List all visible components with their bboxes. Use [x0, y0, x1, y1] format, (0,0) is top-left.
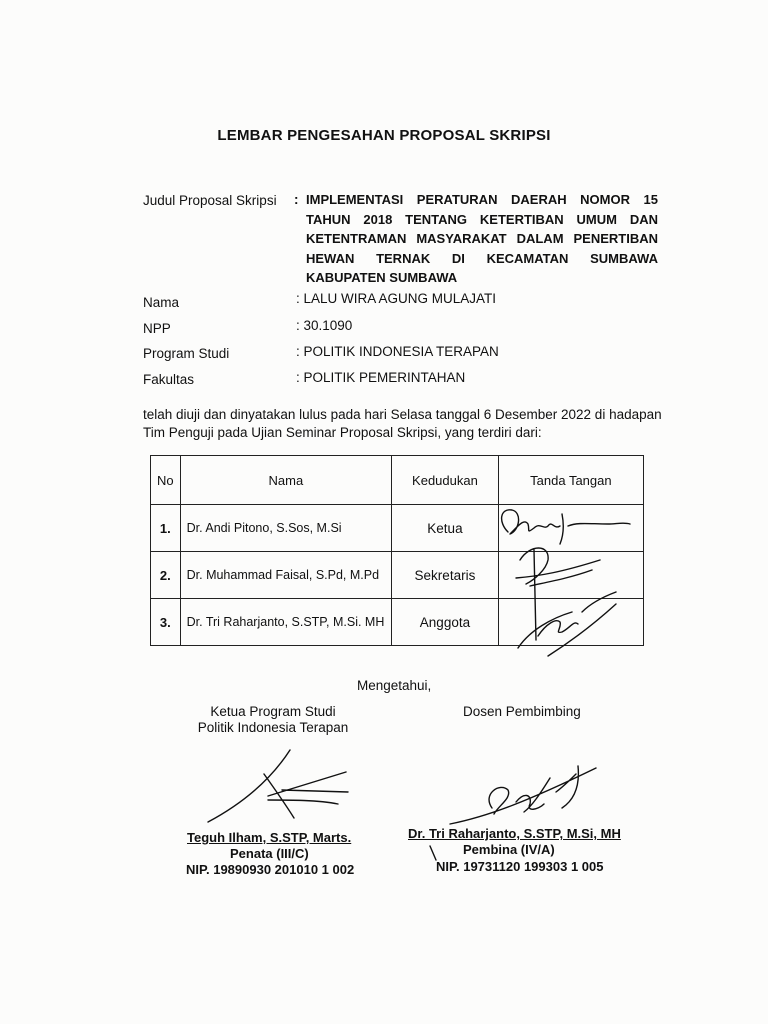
statement-line-1: telah diuji dan dinyatakan lulus pada hari Selasa tanggal 6 Desember 2022 di hadapan — [143, 407, 662, 422]
judul-line: IMPLEMENTASI PERATURAN DAERAH NOMOR 15 — [306, 192, 658, 207]
fakultas-label: Fakultas — [143, 372, 195, 387]
row-no: 1. — [151, 505, 181, 552]
header-kedudukan: Kedudukan — [392, 456, 499, 505]
judul-line: TAHUN 2018 TENTANG KETERTIBAN UMUM DAN — [306, 211, 658, 227]
mengetahui-label: Mengetahui, — [357, 678, 432, 693]
nama-value: : LALU WIRA AGUNG MULAJATI — [296, 291, 497, 306]
header-tanda-tangan: Tanda Tangan — [498, 456, 643, 505]
signature-ketua — [490, 500, 640, 660]
judul-value — [306, 190, 658, 288]
header-nama: Nama — [180, 456, 392, 505]
row-nama: Dr. Tri Raharjanto, S.STP, M.Si. MH — [180, 599, 392, 646]
judul-label: Judul Proposal Skripsi — [143, 193, 277, 208]
right-signer-nip: NIP. 19731120 199303 1 005 — [436, 859, 604, 874]
left-role-2: Politik Indonesia Terapan — [197, 720, 349, 735]
signature-ketua-prodi — [198, 748, 358, 828]
left-signer-name: Teguh Ilham, S.STP, Marts. — [187, 830, 352, 845]
row-no: 2. — [151, 552, 181, 599]
row-kedudukan: Sekretaris — [392, 552, 499, 599]
judul-colon: : — [294, 192, 299, 207]
page-title: LEMBAR PENGESAHAN PROPOSAL SKRIPSI — [217, 127, 551, 144]
right-signer-name: Dr. Tri Raharjanto, S.STP, M.Si, MH — [408, 826, 621, 841]
fakultas-value: : POLITIK PEMERINTAHAN — [296, 370, 466, 385]
row-kedudukan: Anggota — [392, 599, 499, 646]
prodi-label: Program Studi — [143, 346, 230, 361]
prodi-value: : POLITIK INDONESIA TERAPAN — [296, 344, 499, 359]
row-no: 3. — [151, 599, 181, 646]
table-header-row — [151, 456, 644, 505]
left-role-1: Ketua Program Studi — [210, 704, 336, 719]
statement-line-2: Tim Penguji pada Ujian Seminar Proposal Skripsi, yang terdiri dari: — [143, 425, 542, 440]
judul-line: HEWAN TERNAK DI KECAMATAN SUMBAWA — [306, 250, 658, 266]
judul-line: KABUPATEN SUMBAWA — [306, 270, 458, 285]
row-nama: Dr. Andi Pitono, S.Sos, M.Si — [180, 505, 392, 552]
left-signer-nip: NIP. 19890930 201010 1 002 — [186, 862, 355, 877]
header-no: No — [151, 456, 181, 505]
row-nama: Dr. Muhammad Faisal, S.Pd, M.Pd — [180, 552, 392, 599]
row-kedudukan: Ketua — [392, 505, 499, 552]
left-signer-rank: Penata (III/C) — [230, 846, 309, 861]
right-role-1: Dosen Pembimbing — [463, 704, 581, 719]
npp-label: NPP — [143, 321, 171, 336]
npp-value: : 30.1090 — [296, 318, 353, 333]
judul-line: KETENTRAMAN MASYARAKAT DALAM PENERTIBAN — [306, 231, 658, 246]
right-signer-rank: Pembina (IV/A) — [463, 842, 555, 857]
nama-label: Nama — [143, 295, 180, 310]
